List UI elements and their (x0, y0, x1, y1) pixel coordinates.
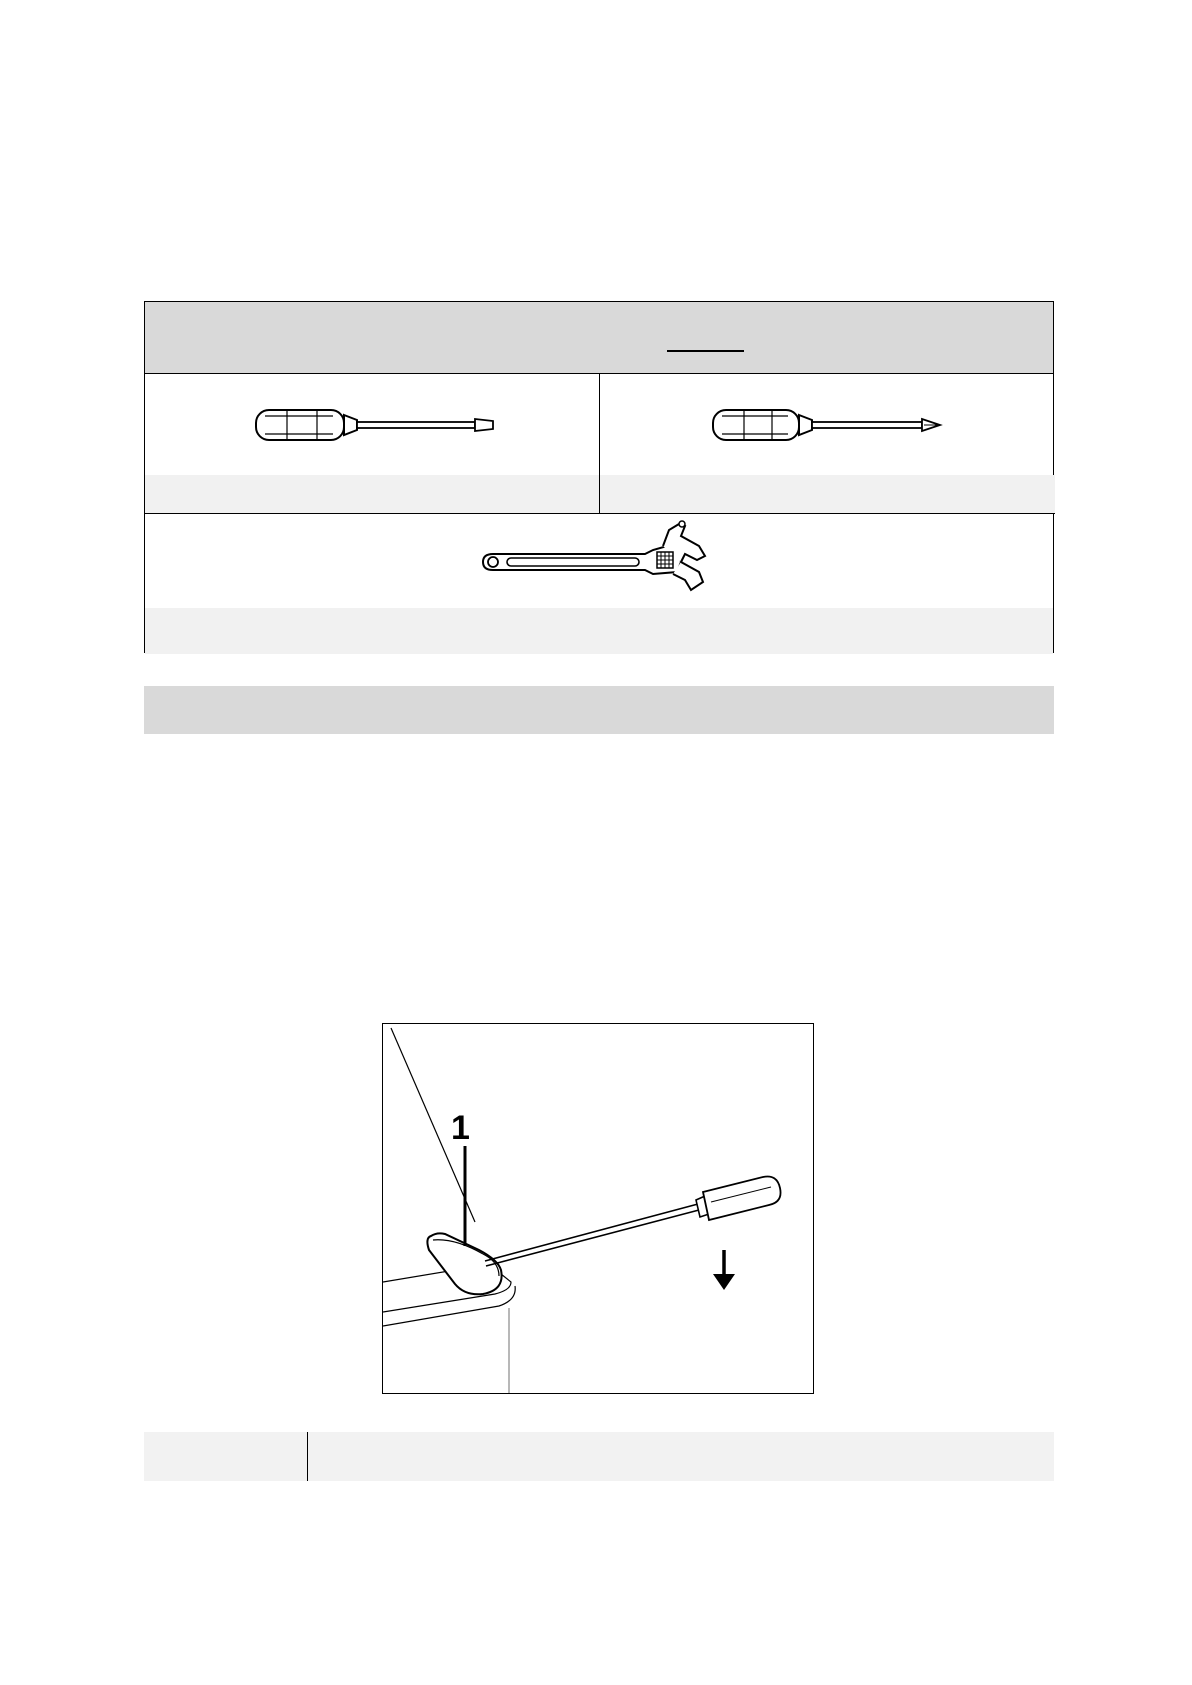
tool-cell-flathead (145, 374, 600, 514)
hinge-cover-figure (382, 1023, 814, 1394)
tool-label-flathead (145, 475, 599, 513)
tools-header-title (145, 322, 1053, 346)
adjustable-wrench-icon (477, 520, 717, 602)
tools-header (145, 302, 1053, 374)
tool-label-wrench (145, 608, 1053, 654)
legend-description (308, 1432, 1054, 1481)
legend-number (144, 1432, 308, 1481)
legend-row (144, 1432, 1054, 1481)
hinge-cover-illustration (383, 1024, 814, 1394)
footer-text (0, 1666, 560, 1678)
flathead-screwdriver-icon (253, 404, 498, 448)
tool-cell-phillips (600, 374, 1055, 514)
tool-cell-wrench (145, 514, 1053, 654)
tools-header-underline (667, 350, 744, 352)
phillips-screwdriver-icon (710, 404, 945, 448)
callout-number: 1 (451, 1109, 470, 1147)
section-heading (144, 686, 1054, 734)
tools-table (144, 301, 1054, 653)
tool-label-phillips (600, 475, 1055, 513)
